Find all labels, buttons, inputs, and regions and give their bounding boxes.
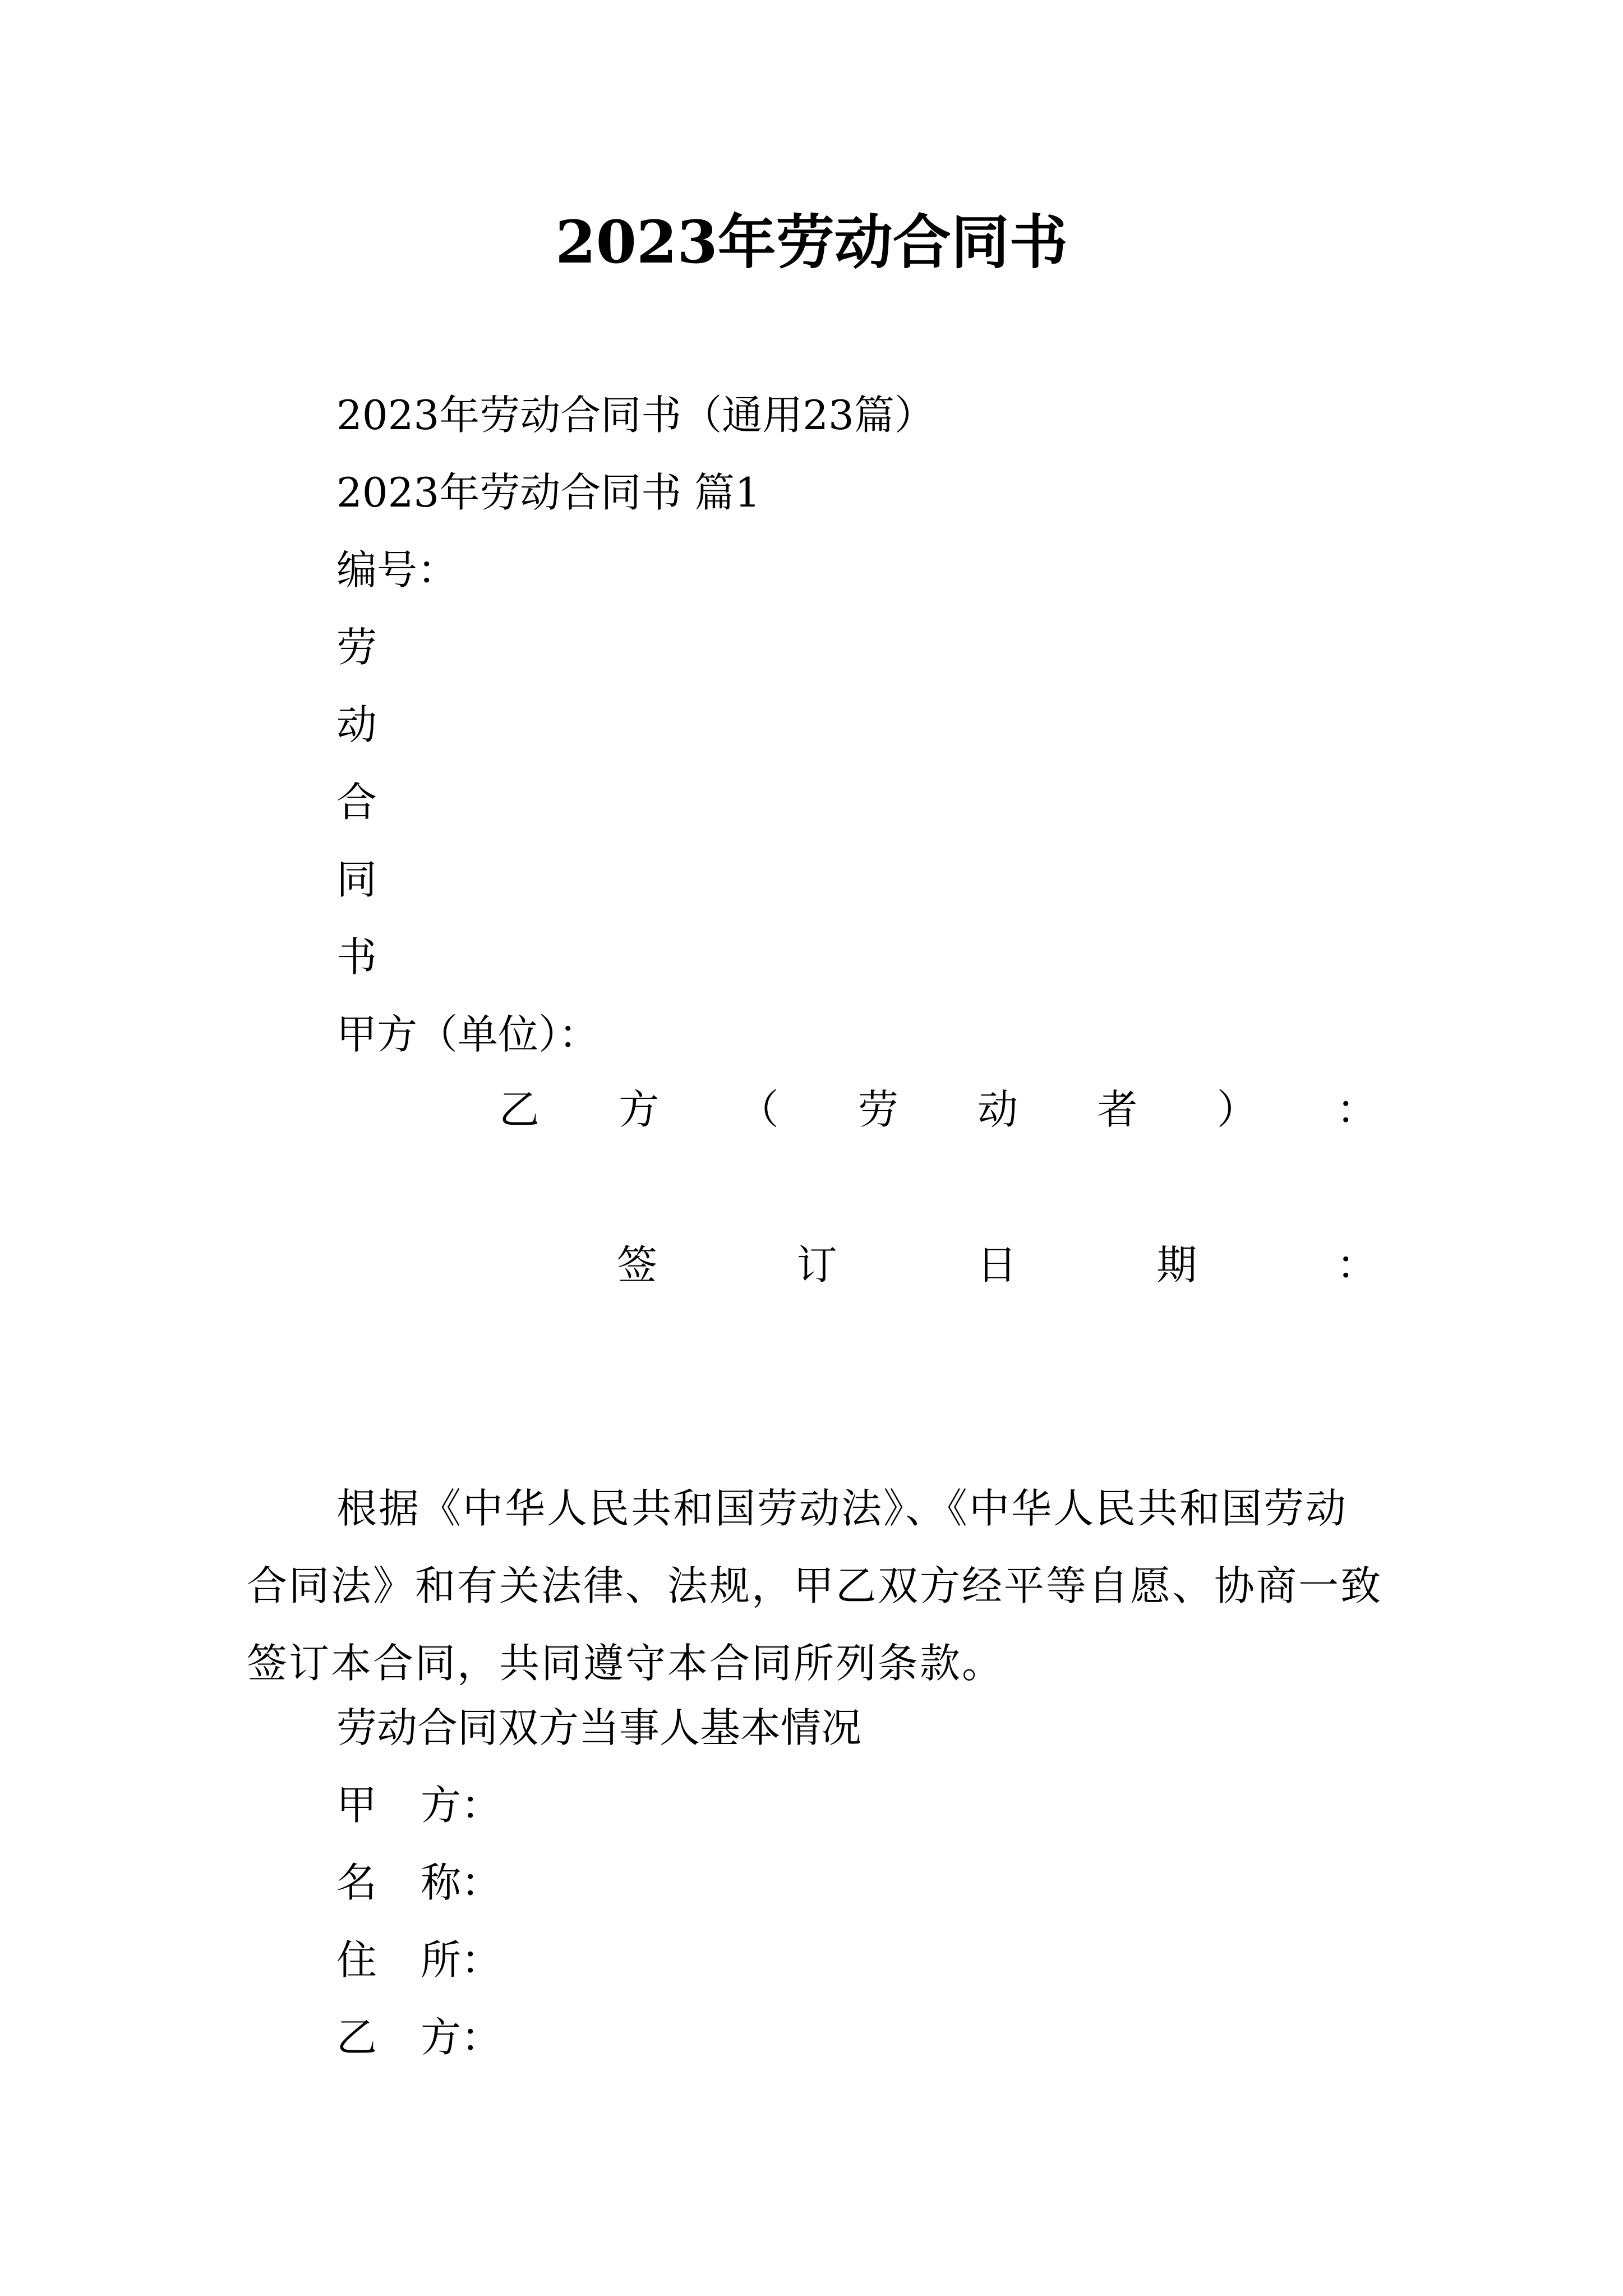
signing-date-label <box>617 1237 1377 1293</box>
field-label-char: 乙 <box>336 2014 377 2061</box>
section-heading: 2023年劳动合同书 篇1 <box>336 469 760 516</box>
field-label-char: 住 <box>336 1936 377 1984</box>
party-b-char: 方 <box>619 1086 660 1133</box>
field-party-b <box>336 2009 501 2065</box>
party-b-char: （ <box>738 1086 779 1133</box>
signing-date-char: 日 <box>976 1241 1017 1289</box>
signing-date-char: 期 <box>1156 1241 1197 1289</box>
field-label-rest: 称： <box>421 1859 502 1906</box>
field-label-rest: 方： <box>421 1782 502 1829</box>
party-b-char: ） <box>1216 1086 1257 1133</box>
party-b-char: 劳 <box>857 1086 898 1133</box>
document-title: 2023年劳动合同书 <box>555 208 1068 277</box>
party-b-char: 者 <box>1097 1086 1138 1133</box>
party-b-char: ： <box>1336 1086 1377 1133</box>
vertical-title-char: 合 <box>336 779 377 826</box>
number-label: 编号： <box>336 546 458 593</box>
vertical-title-char: 动 <box>336 701 377 748</box>
signing-date-char: ： <box>1336 1241 1377 1289</box>
signing-date-char: 签 <box>617 1241 658 1289</box>
signing-date-char: 订 <box>796 1241 837 1289</box>
field-label-char: 名 <box>336 1859 377 1906</box>
party-b-char: 乙 <box>499 1086 540 1133</box>
basic-info-heading: 劳动合同双方当事人基本情况 <box>336 1704 862 1751</box>
party-b-label <box>499 1082 1377 1138</box>
vertical-title-char: 劳 <box>336 624 377 671</box>
field-label-char: 甲 <box>336 1782 377 1829</box>
field-name <box>336 1855 501 1911</box>
vertical-title-char: 同 <box>336 856 377 903</box>
vertical-title-char: 书 <box>336 933 377 981</box>
party-b-char: 动 <box>978 1086 1018 1133</box>
party-a-unit-label: 甲方（单位）： <box>336 1011 600 1058</box>
document-subtitle: 2023年劳动合同书（通用23篇） <box>336 392 935 439</box>
field-label-rest: 方： <box>421 2014 502 2061</box>
intro-paragraph: 根据《中华人民共和国劳动法》、《中华人民共和国劳动合同法》和有关法律、法规，甲乙双方经平等自愿、协商一致签订本合同，共同遵守本合同所列条款。 <box>247 1485 1383 1687</box>
field-address <box>336 1932 501 1988</box>
field-party-a <box>336 1777 501 1833</box>
field-label-rest: 所： <box>421 1936 502 1984</box>
